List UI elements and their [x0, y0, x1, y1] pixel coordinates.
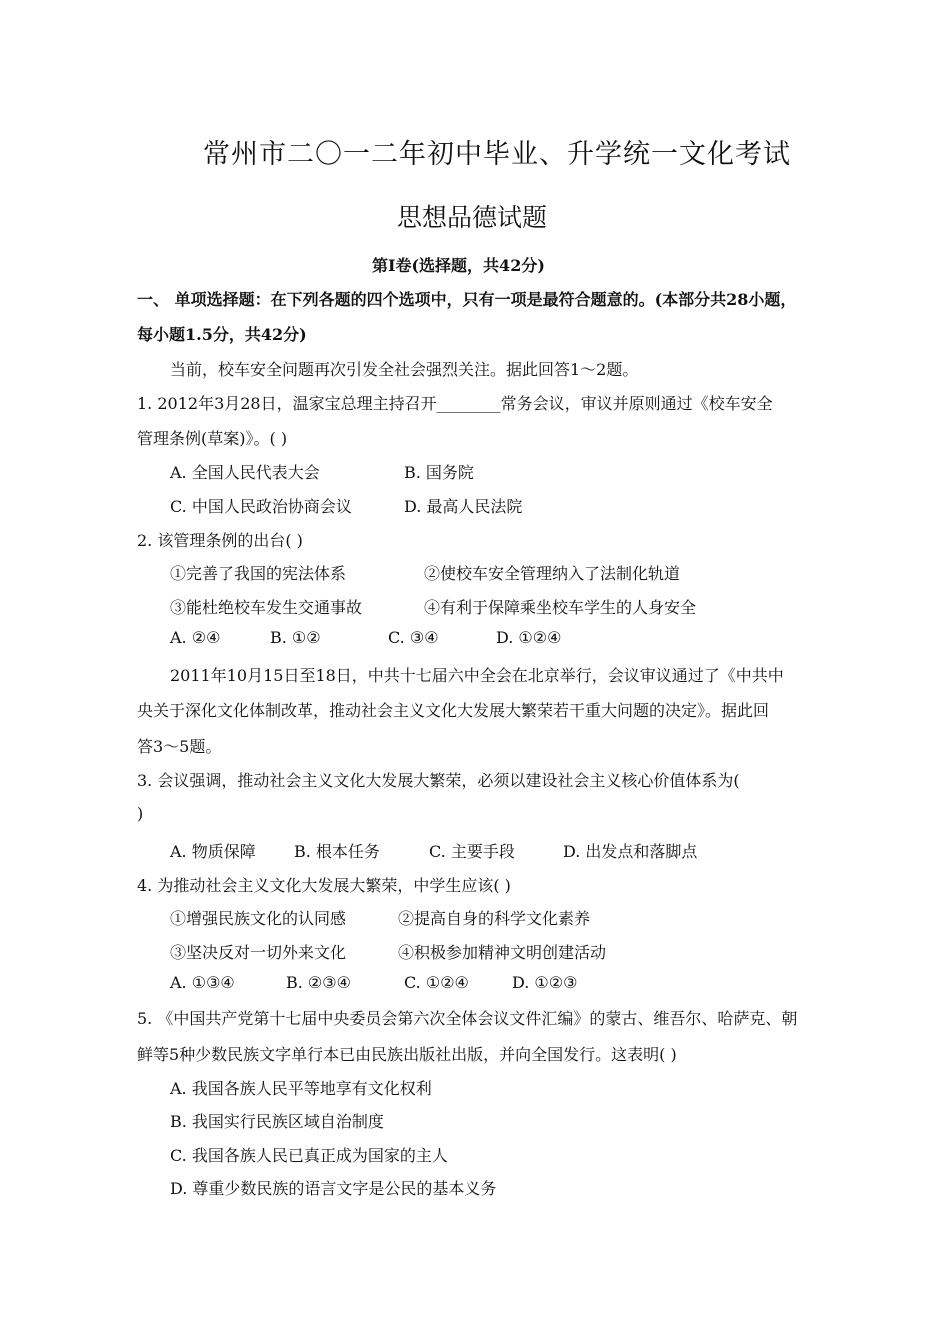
question-2-item-2: ②使校车安全管理纳入了法制化轨道 — [424, 564, 681, 583]
question-3-option-c: C. 主要手段 — [429, 842, 515, 861]
question-2-option-c: C. ③④ — [388, 628, 439, 647]
question-4-option-a: A. ①③④ — [170, 973, 235, 992]
question-2-item-4: ④有利于保障乘坐校车学生的人身安全 — [424, 598, 697, 617]
question-2-item-3: ③能杜绝校车发生交通事故 — [170, 598, 363, 617]
question-1-option-b: B. 国务院 — [404, 463, 474, 482]
question-4-option-c: C. ①②④ — [404, 973, 469, 992]
exam-subject: 思想品德试题 — [397, 203, 548, 232]
question-5-stem-cont: 鲜等5种少数民族文字单行本已由民族出版社出版，并向全国发行。这表明( ) — [137, 1045, 677, 1064]
question-2-option-b: B. ①② — [270, 628, 321, 647]
question-2-option-d: D. ①②④ — [496, 628, 562, 647]
intro-paragraph-2-line3: 答3～5题。 — [137, 737, 222, 756]
question-4-item-2: ②提高自身的科学文化素养 — [398, 909, 591, 928]
question-2-option-a: A. ②④ — [170, 628, 221, 647]
question-5-option-b: B. 我国实行民族区域自治制度 — [170, 1112, 384, 1131]
question-1-stem: 1. 2012年3月28日，温家宝总理主持召开________常务会议，审议并原则通过《校车安全 — [137, 394, 773, 413]
question-4-item-4: ④积极参加精神文明创建活动 — [398, 943, 607, 962]
question-5-option-c: C. 我国各族人民已真正成为国家的主人 — [170, 1146, 448, 1165]
question-3-stem: 3. 会议强调，推动社会主义文化大发展大繁荣，必须以建设社会主义核心价值体系为( — [137, 771, 740, 790]
question-5-option-d: D. 尊重少数民族的语言文字是公民的基本义务 — [170, 1179, 497, 1198]
question-1-option-c: C. 中国人民政治协商会议 — [170, 497, 352, 516]
section-heading-line1: 一、 单项选择题：在下列各题的四个选项中，只有一项是最符合题意的。(本部分共28小题， — [137, 290, 797, 309]
question-1-option-d: D. 最高人民法院 — [404, 497, 523, 516]
question-4-item-1: ①增强民族文化的认同感 — [170, 909, 347, 928]
question-2-item-1: ①完善了我国的宪法体系 — [170, 564, 347, 583]
intro-paragraph-2-line1: 2011年10月15日至18日，中共十七届六中全会在北京举行，会议审议通过了《中共中 — [170, 666, 784, 685]
intro-paragraph-1: 当前，校车安全问题再次引发全社会强烈关注。据此回答1～2题。 — [170, 360, 639, 379]
question-4-option-b: B. ②③④ — [286, 973, 351, 992]
question-1-option-a: A. 全国人民代表大会 — [170, 463, 320, 482]
question-2-stem: 2. 该管理条例的出台( ) — [137, 531, 303, 550]
question-3-option-a: A. 物质保障 — [170, 842, 256, 861]
question-4-stem: 4. 为推动社会主义文化大发展大繁荣，中学生应该( ) — [137, 876, 511, 895]
volume-heading: 第Ⅰ卷(选择题，共42分) — [372, 256, 545, 275]
question-1-stem-cont: 管理条例(草案)》。( ) — [137, 429, 288, 448]
section-heading-line2: 每小题1.5分，共42分) — [137, 325, 307, 344]
intro-paragraph-2-line2: 央关于深化文化体制改革，推动社会主义文化大发展大繁荣若干重大问题的决定》。据此回 — [137, 701, 770, 720]
question-4-item-3: ③坚决反对一切外来文化 — [170, 943, 347, 962]
question-3-option-b: B. 根本任务 — [294, 842, 380, 861]
question-3-stem-cont: ) — [137, 804, 144, 823]
question-5-stem: 5. 《中国共产党第十七届中央委员会第六次全体会议文件汇编》的蒙古、维吾尔、哈萨克、朝 — [137, 1009, 798, 1028]
question-5-option-a: A. 我国各族人民平等地享有文化权利 — [170, 1079, 432, 1098]
question-4-option-d: D. ①②③ — [512, 973, 578, 992]
exam-title: 常州市二〇一二年初中毕业、升学统一文化考试 — [203, 139, 791, 170]
question-3-option-d: D. 出发点和落脚点 — [563, 842, 698, 861]
